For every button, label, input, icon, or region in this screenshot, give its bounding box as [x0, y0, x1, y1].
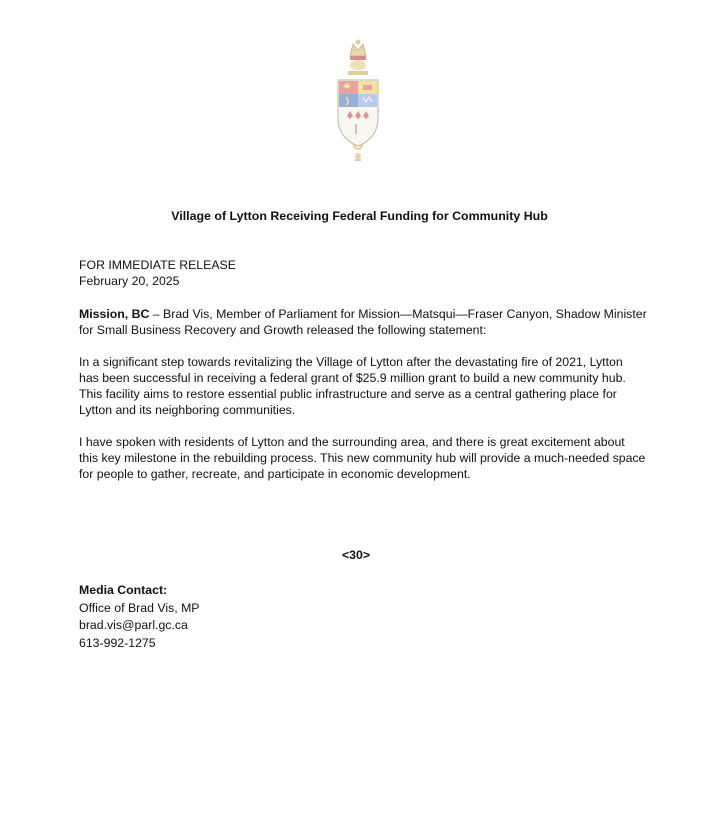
paragraph-line: This facility aims to restore essential public infrastructure and serve as a central gathering place for — [79, 387, 617, 401]
contact-phone: 613-992-1275 — [79, 635, 156, 650]
paragraph-line: has been successful in receiving a federal grant of $25.9 million grant to build a new community hub. — [79, 371, 626, 385]
contact-office: Office of Brad Vis, MP — [79, 600, 200, 615]
coat-of-arms-icon — [333, 36, 383, 164]
release-date: February 20, 2025 — [79, 274, 180, 288]
page-title: Village of Lytton Receiving Federal Funding for Community Hub — [171, 209, 548, 223]
statement-line-2: for Small Business Recovery and Growth released the following statement: — [79, 323, 487, 337]
media-contact-heading: Media Contact: — [79, 583, 168, 597]
contact-email[interactable]: brad.vis@parl.gc.ca — [79, 618, 188, 632]
paragraph-line: for people to gather, recreate, and participate in economic development. — [79, 467, 471, 481]
media-contact-block — [79, 582, 200, 652]
paragraph-line: In a significant step towards revitalizing the Village of Lytton after the devastating fire of 2021, Lytton — [79, 355, 623, 369]
paragraph-line: I have spoken with residents of Lytton and the surrounding area, and there is great excitement about — [79, 435, 625, 449]
paragraph-quote — [79, 434, 649, 482]
end-marker: <30> — [341, 548, 371, 562]
dateline: Mission, BC — [79, 307, 150, 321]
release-label: FOR IMMEDIATE RELEASE — [79, 258, 236, 272]
statement-intro — [79, 306, 649, 338]
paragraph-line: this key milestone in the rebuilding process. This new community hub will provide a much-needed space — [79, 451, 646, 465]
release-header — [79, 257, 649, 289]
statement-line-1: – Brad Vis, Member of Parliament for Mission—Matsqui—Fraser Canyon, Shadow Minister — [149, 307, 647, 321]
paragraph-funding — [79, 354, 649, 418]
paragraph-line: Lytton and its neighboring communities. — [79, 403, 296, 417]
